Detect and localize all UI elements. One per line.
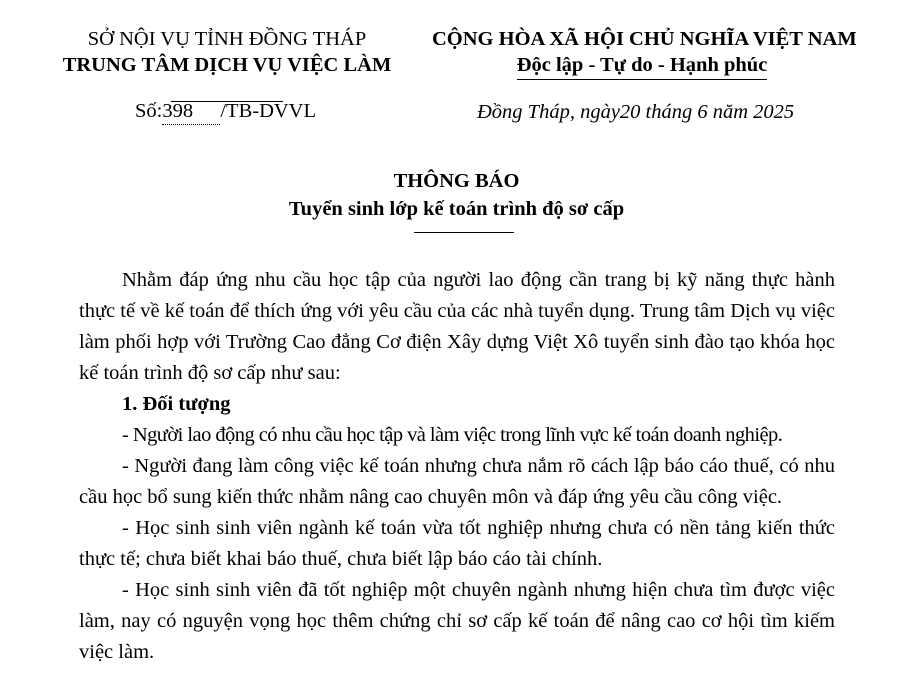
section-heading: 1. Đối tượng	[122, 393, 231, 415]
list-item: - Người đang làm công việc kế toán nhưng chưa nắm rõ cách lập báo cáo thuế, có nhu cầu học bổ sung kiến thức nhằm nâng cao chuyên môn và đáp ứng yêu cầu công việc.	[79, 455, 835, 508]
national-motto-block	[432, 26, 857, 80]
motto: Độc lập - Tự do - Hạnh phúc	[517, 52, 768, 80]
center-name: TRUNG TÂM DỊCH VỤ VIỆC LÀM	[62, 54, 392, 76]
issue-date: Đồng Tháp, ngày20 tháng 6 năm 2025	[477, 101, 795, 123]
intro-paragraph: Nhằm đáp ứng nhu cầu học tập của người lao động cần trang bị kỹ năng thực hành thực tế về kế toán để thích ứng với yêu cầu của các nhà tuyển dụng. Trung tâm Dịch vụ việc làm phối hợp với Trường Cao đẳng Cơ điện Xây dựng Việt Xô tuyển sinh đào tạo khóa học kế toán trình độ sơ cấp như sau:	[79, 269, 835, 384]
list-item: - Người lao động có nhu cầu học tập và làm việc trong lĩnh vực kế toán doanh nghiệp.	[122, 424, 783, 446]
doc-number-value: 398	[162, 98, 220, 125]
document-title: THÔNG BÁO	[393, 170, 520, 192]
document-body	[79, 265, 835, 668]
list-item: - Học sinh sinh viên đã tốt nghiệp một chuyên ngành nhưng hiện chưa tìm được việc làm, nay có nguyện vọng học thêm chứng chỉ sơ cấp kế toán để nâng cao cơ hội tìm kiếm việc làm.	[79, 579, 835, 663]
ministry-name: SỞ NỘI VỤ TỈNH ĐỒNG THÁP	[87, 28, 367, 50]
document-number	[135, 98, 316, 125]
list-item: - Học sinh sinh viên ngành kế toán vừa tốt nghiệp nhưng chưa có nền tảng kiến thức thực tế; chưa biết khai báo thuế, chưa biết lập báo cáo tài chính.	[79, 517, 835, 570]
doc-number-prefix: Số:	[135, 100, 163, 122]
title-divider	[414, 232, 514, 233]
issuing-agency-block	[52, 26, 402, 78]
document-subtitle: Tuyển sinh lớp kế toán trình độ sơ cấp	[288, 198, 625, 220]
nation-name: CỘNG HÒA XÃ HỘI CHỦ NGHĨA VIỆT NAM	[432, 28, 857, 50]
doc-number-suffix: /TB-DVVL	[220, 100, 317, 122]
